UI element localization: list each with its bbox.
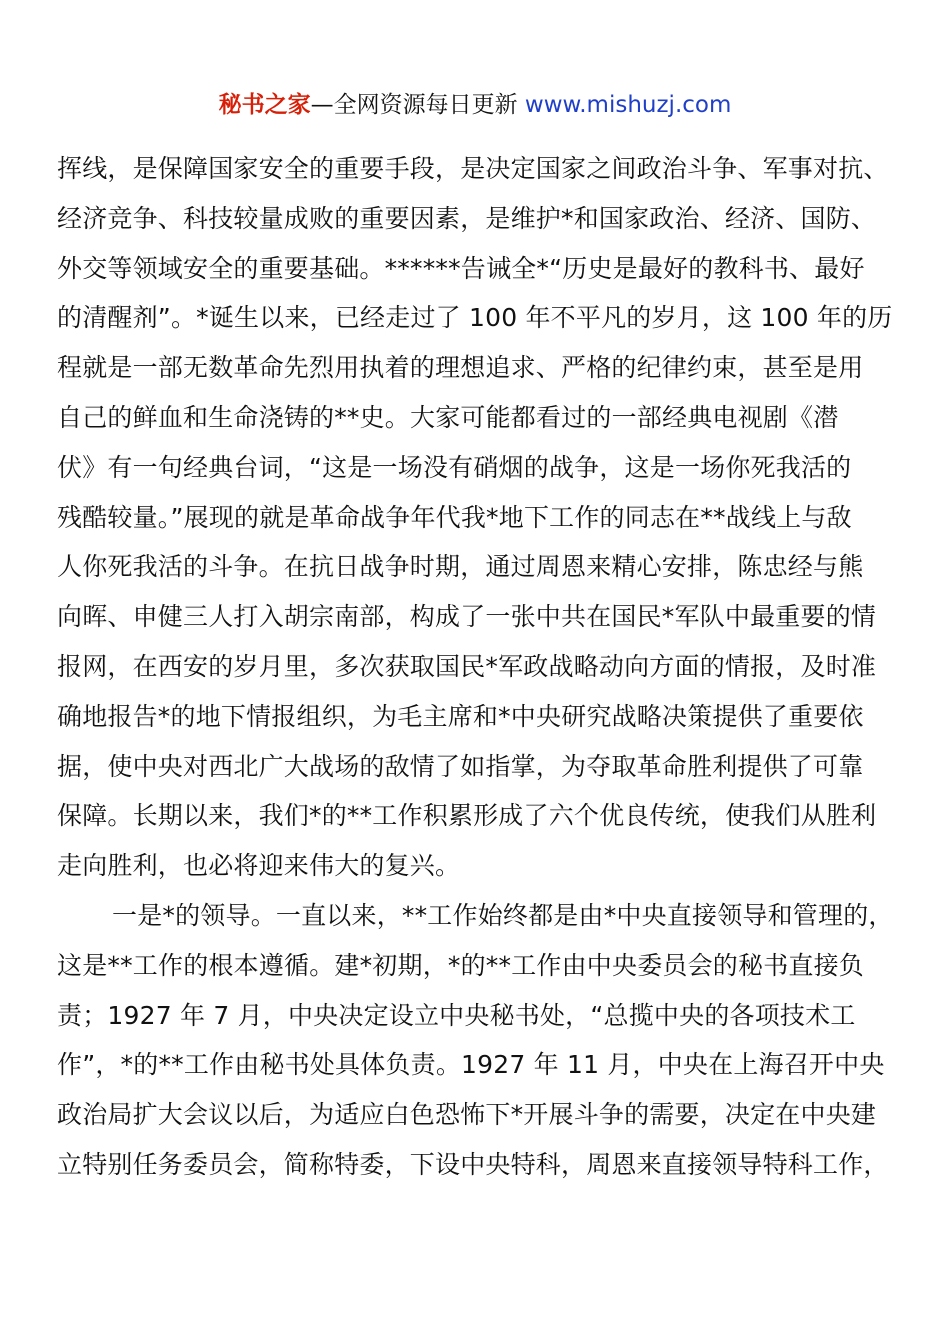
site-url-link[interactable]: www.mishuzj.com — [524, 92, 732, 118]
text-line: 作”，*的**工作由秘书处具体负责。1927 年 11 月，中央在上海召开中央 — [57, 1050, 885, 1080]
text-line: 责；1927 年 7 月，中央决定设立中央秘书处，“总揽中央的各项技术工 — [57, 1000, 856, 1030]
text-line: 挥线，是保障国家安全的重要手段，是决定国家之间政治斗争、军事对抗、 — [57, 154, 889, 183]
text-line: 报网，在西安的岁月里，多次获取国民*军政战略动向方面的情报，及时准 — [57, 651, 877, 681]
text-line: 的清醒剂”。*诞生以来，已经走过了 100 年不平凡的岁月，这 100 年的历 — [57, 303, 893, 333]
text-line: 确地报告*的地下情报组织，为毛主席和*中央研究战略决策提供了重要依 — [57, 701, 864, 731]
text-line: 经济竞争、科技较量成败的重要因素，是维护*和国家政治、经济、国防、 — [57, 203, 877, 233]
page-header — [0, 88, 950, 122]
text-line: 立特别任务委员会，简称特委，下设中央特科，周恩来直接领导特科工作， — [57, 1149, 889, 1179]
text-line: 残酷较量。”展现的就是革命战争年代我*地下工作的同志在**战线上与敌 — [57, 502, 852, 532]
text-line: 伏》有一句经典台词，“这是一场没有硝烟的战争，这是一场你死我活的 — [57, 452, 852, 482]
text-line: 走向胜利，也必将迎来伟大的复兴。 — [57, 851, 461, 881]
text-line: 政治局扩大会议以后，为适应白色恐怖下*开展斗争的需要，决定在中央建 — [57, 1100, 877, 1130]
paragraph-start-line: 一是*的领导。一直以来，**工作始终都是由*中央直接领导和管理的， — [112, 900, 894, 930]
text-line: 保障。长期以来，我们*的**工作积累形成了六个优良传统，使我们从胜利 — [57, 801, 877, 831]
text-line: 这是**工作的根本遵循。建*初期，*的**工作由中央委员会的秘书直接负 — [57, 950, 865, 980]
text-line: 外交等领域安全的重要基础。******告诫全*“历史是最好的教科书、最好 — [57, 253, 865, 283]
text-line: 向晖、申健三人打入胡宗南部，构成了一张中共在国民*军队中最重要的情 — [57, 602, 877, 632]
document-body — [57, 144, 897, 1190]
header-tagline: —全网资源每日更新 — [310, 92, 525, 118]
text-line: 人你死我活的斗争。在抗日战争时期，通过周恩来精心安排，陈忠经与熊 — [57, 552, 864, 582]
brand-name: 秘书之家 — [218, 92, 311, 118]
text-line: 程就是一部无数革命先烈用执着的理想追求、严格的纪律约束，甚至是用 — [57, 353, 864, 383]
text-line: 自己的鲜血和生命浇铸的**史。大家可能都看过的一部经典电视剧《潜 — [57, 402, 839, 432]
text-line: 据，使中央对西北广大战场的敌情了如指掌，为夺取革命胜利提供了可靠 — [57, 751, 864, 781]
